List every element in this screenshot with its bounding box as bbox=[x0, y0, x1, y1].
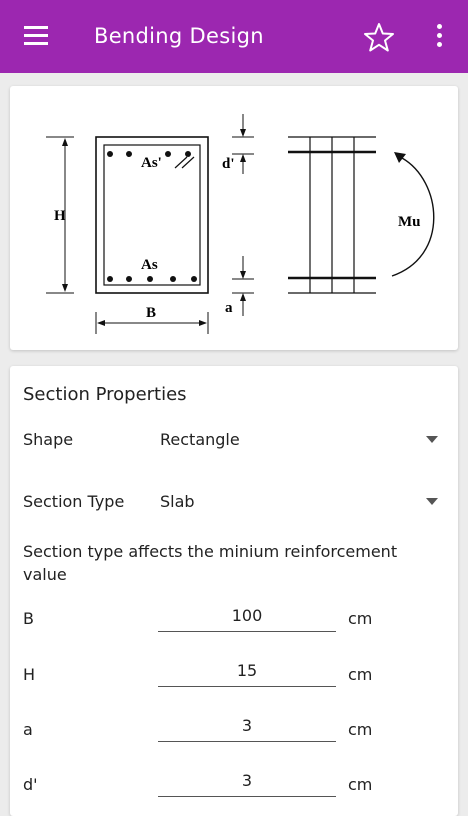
mu-label: Mu bbox=[398, 214, 421, 230]
more-vert-icon[interactable] bbox=[432, 24, 446, 50]
section-title: Section Properties bbox=[23, 384, 187, 405]
unit-label-a: cm bbox=[348, 720, 373, 739]
app-bar bbox=[0, 0, 468, 73]
unit-label-b: cm bbox=[348, 609, 373, 628]
as-top-label: As' bbox=[141, 155, 162, 171]
b-input[interactable]: 100 bbox=[158, 602, 336, 632]
menu-icon[interactable] bbox=[24, 26, 48, 46]
section-properties-card bbox=[10, 366, 458, 816]
section-type-note: Section type affects the minium reinforcement value bbox=[23, 542, 398, 584]
section-type-select[interactable]: Slab bbox=[160, 492, 195, 511]
shape-label: Shape bbox=[23, 430, 74, 449]
d-prime-label: d' bbox=[222, 156, 235, 172]
unit-label-d-prime: cm bbox=[348, 775, 373, 794]
dropdown-arrow-icon[interactable] bbox=[426, 498, 438, 505]
field-label-d-prime: d' bbox=[23, 775, 38, 794]
star-icon[interactable] bbox=[363, 22, 395, 52]
section-diagram bbox=[10, 86, 458, 350]
bottom-rebar bbox=[107, 276, 197, 282]
a-label: a bbox=[225, 300, 233, 316]
h-label: H bbox=[54, 208, 66, 224]
field-label-h: H bbox=[23, 665, 36, 684]
field-label-a: a bbox=[23, 720, 33, 739]
dropdown-arrow-icon[interactable] bbox=[426, 436, 438, 443]
b-label: B bbox=[146, 305, 157, 321]
section-diagram-card bbox=[10, 86, 458, 350]
a-input[interactable]: 3 bbox=[158, 712, 336, 742]
d-prime-input[interactable]: 3 bbox=[158, 767, 336, 797]
as-bottom-label: As bbox=[141, 257, 158, 273]
section-type-label: Section Type bbox=[23, 492, 125, 511]
page-title: Bending Design bbox=[94, 24, 264, 48]
h-input[interactable]: 15 bbox=[158, 657, 336, 687]
unit-label-h: cm bbox=[348, 665, 373, 684]
shape-select[interactable]: Rectangle bbox=[160, 430, 240, 449]
field-label-b: B bbox=[23, 609, 34, 628]
